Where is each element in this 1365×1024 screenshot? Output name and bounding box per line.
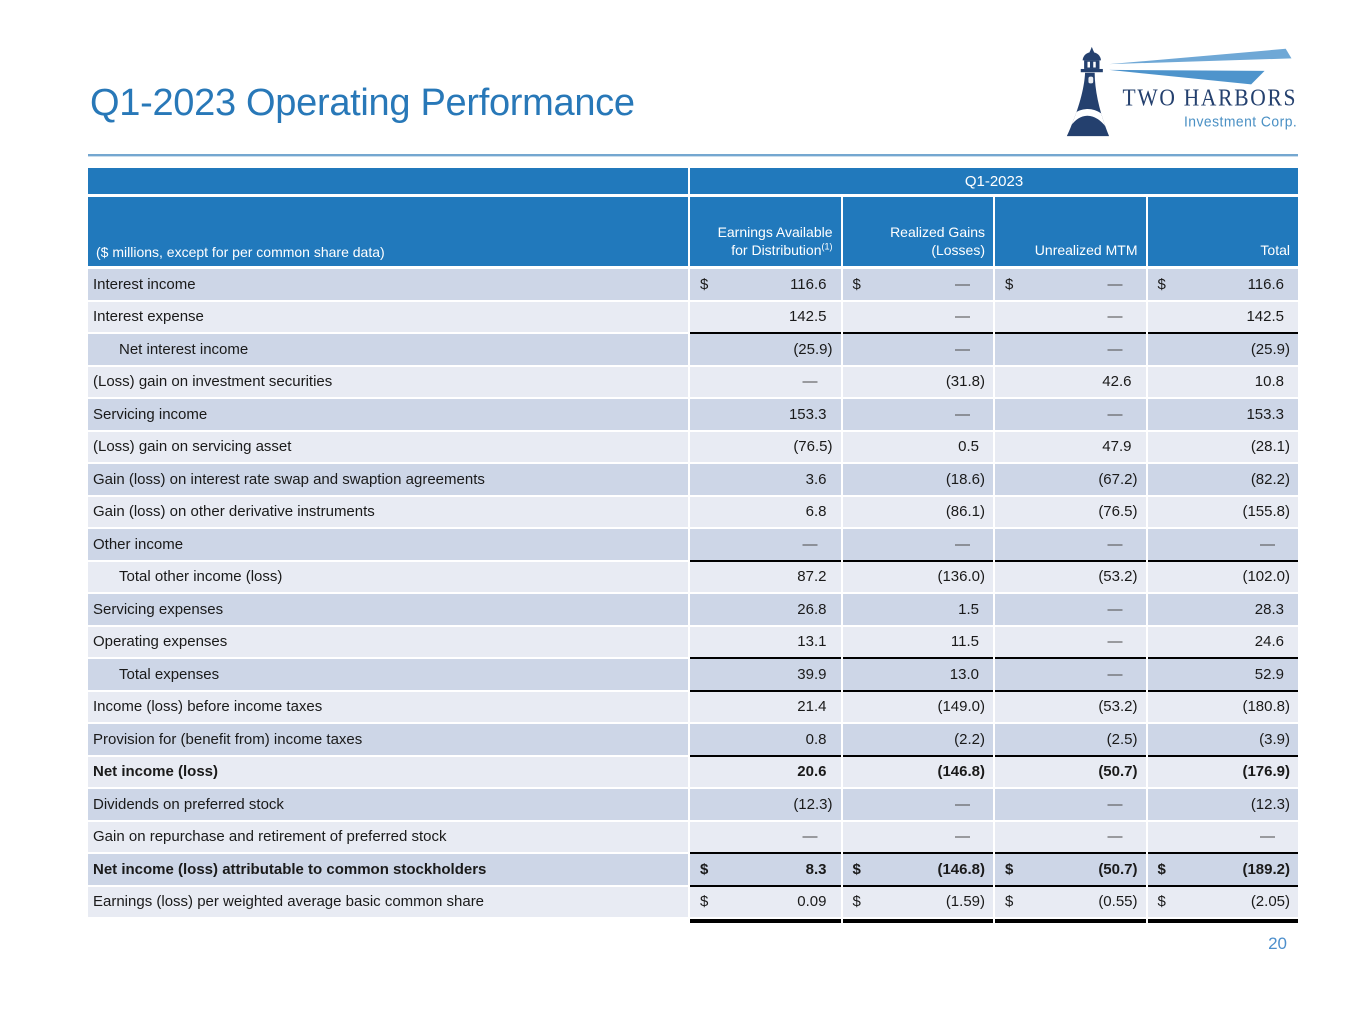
title-divider-rule [88, 154, 1298, 157]
dollar-sign: $ [1157, 275, 1166, 293]
period-header: Q1-2023 [690, 168, 1298, 194]
cell-value: 1.5 [843, 594, 994, 625]
cell-value: 3.6 [690, 464, 841, 495]
cell-value: — [995, 302, 1146, 333]
table-body [88, 269, 1298, 917]
row-label: Interest income [88, 269, 688, 300]
cell-value: 11.5 [843, 627, 994, 658]
table-header-columns-row [88, 197, 1298, 266]
cell-value: (67.2) [995, 464, 1146, 495]
cell-value: $ 0.09 [690, 887, 841, 918]
table-row [88, 367, 1298, 398]
cell-value: (149.0) [843, 692, 994, 723]
cell-value: (2.5) [995, 724, 1146, 755]
table-row [88, 594, 1298, 625]
cell-value: $ (146.8) [843, 854, 994, 885]
row-label: Servicing expenses [88, 594, 688, 625]
cell-value: (2.2) [843, 724, 994, 755]
cell-value: — [1148, 822, 1299, 853]
cell-value: (25.9) [1148, 334, 1299, 365]
cell-value: 10.8 [1148, 367, 1299, 398]
row-label: Total other income (loss) [88, 562, 688, 593]
cell-value: (146.8) [843, 757, 994, 788]
page-title: Q1-2023 Operating Performance [90, 82, 635, 124]
table-row [88, 724, 1298, 755]
cell-value: — [1148, 529, 1299, 560]
table-row [88, 464, 1298, 495]
cell-value: 28.3 [1148, 594, 1299, 625]
row-label: Net income (loss) [88, 757, 688, 788]
table-row [88, 562, 1298, 593]
cell-value: — [843, 302, 994, 333]
column-headers [690, 197, 1298, 266]
row-label: Operating expenses [88, 627, 688, 658]
table-row [88, 432, 1298, 463]
cell-value: 20.6 [690, 757, 841, 788]
page-number: 20 [1268, 934, 1287, 953]
column-header-unrealized-mtm: Unrealized MTM [995, 197, 1146, 266]
cell-value: (180.8) [1148, 692, 1299, 723]
cell-value: (12.3) [690, 789, 841, 820]
header-blank-cell [88, 168, 688, 194]
cell-value: 6.8 [690, 497, 841, 528]
cell-value: (31.8) [843, 367, 994, 398]
table-header-period-row [88, 168, 1298, 194]
cell-value: $ (0.55) [995, 887, 1146, 918]
cell-value: 52.9 [1148, 659, 1299, 690]
row-label: Provision for (benefit from) income taxes [88, 724, 688, 755]
table-row [88, 887, 1298, 918]
cell-value: (76.5) [995, 497, 1146, 528]
cell-value: (50.7) [995, 757, 1146, 788]
row-label: Total expenses [88, 659, 688, 690]
row-label: Gain on repurchase and retirement of preferred stock [88, 822, 688, 853]
table-row [88, 529, 1298, 560]
cell-value: — [843, 529, 994, 560]
cell-value: — [995, 627, 1146, 658]
lighthouse-icon [1063, 47, 1111, 136]
cell-value: (82.2) [1148, 464, 1299, 495]
row-label: Other income [88, 529, 688, 560]
table-row [88, 692, 1298, 723]
cell-value: $ 116.6 [690, 269, 841, 300]
cell-value: $ (2.05) [1148, 887, 1299, 918]
cell-value: 47.9 [995, 432, 1146, 463]
cell-value: $ (189.2) [1148, 854, 1299, 885]
cell-value: (25.9) [690, 334, 841, 365]
two-harbors-logo [1063, 44, 1303, 140]
cell-value: $ 8.3 [690, 854, 841, 885]
table-row [88, 399, 1298, 430]
column-header-earnings-available-for-distribution: Earnings Available for Distribution$^{(1)}$ [690, 197, 841, 266]
table-row [88, 302, 1298, 333]
logo-wordmark: TWO HARBORS [1122, 85, 1298, 112]
row-label: Servicing income [88, 399, 688, 430]
dollar-sign: $ [1157, 893, 1166, 911]
table-row [88, 334, 1298, 365]
row-label: Net income (loss) attributable to common stockholders [88, 854, 688, 885]
cell-value: (18.6) [843, 464, 994, 495]
row-label: Income (loss) before income taxes [88, 692, 688, 723]
cell-value: (12.3) [1148, 789, 1299, 820]
cell-value: — [995, 822, 1146, 853]
cell-value: 42.6 [995, 367, 1146, 398]
table-row [88, 497, 1298, 528]
cell-value: — [843, 822, 994, 853]
cell-value: (86.1) [843, 497, 994, 528]
row-label: (Loss) gain on servicing asset [88, 432, 688, 463]
dollar-sign: $ [852, 893, 861, 911]
cell-value: — [995, 529, 1146, 560]
dollar-sign: $ [1157, 860, 1166, 878]
cell-value: 142.5 [1148, 302, 1299, 333]
cell-value: 0.5 [843, 432, 994, 463]
row-label: (Loss) gain on investment securities [88, 367, 688, 398]
cell-value: $ (1.59) [843, 887, 994, 918]
table-row [88, 822, 1298, 853]
cell-value: (76.5) [690, 432, 841, 463]
cell-value: $ 116.6 [1148, 269, 1299, 300]
cell-value: 153.3 [1148, 399, 1299, 430]
cell-value: (102.0) [1148, 562, 1299, 593]
dollar-sign: $ [700, 893, 709, 911]
dollar-sign: $ [852, 275, 861, 293]
row-label: Net interest income [88, 334, 688, 365]
table-row [88, 789, 1298, 820]
logo-subtitle: Investment Corp. [1183, 114, 1298, 131]
cell-value: (176.9) [1148, 757, 1299, 788]
cell-value: — [995, 399, 1146, 430]
cell-value: 39.9 [690, 659, 841, 690]
dollar-sign: $ [1005, 893, 1014, 911]
table-row [88, 627, 1298, 658]
cell-value: (3.9) [1148, 724, 1299, 755]
row-label: Gain (loss) on other derivative instruments [88, 497, 688, 528]
dollar-sign: $ [700, 860, 709, 878]
cell-value: 26.8 [690, 594, 841, 625]
dollar-sign: $ [1005, 860, 1014, 878]
cell-value: — [690, 822, 841, 853]
cell-value: (53.2) [995, 562, 1146, 593]
cell-value: — [995, 334, 1146, 365]
column-header-total: Total [1148, 197, 1299, 266]
cell-value: 13.0 [843, 659, 994, 690]
table-row [88, 854, 1298, 885]
cell-value: $ — [843, 269, 994, 300]
cell-value: (53.2) [995, 692, 1146, 723]
table-row [88, 757, 1298, 788]
row-label: Dividends on preferred stock [88, 789, 688, 820]
cell-value: — [843, 789, 994, 820]
cell-value: — [995, 594, 1146, 625]
cell-value: — [690, 367, 841, 398]
cell-value: 153.3 [690, 399, 841, 430]
units-note: ($ millions, except for per common share data) [88, 197, 688, 266]
row-label: Earnings (loss) per weighted average basic common share [88, 887, 688, 918]
lighthouse-beams-icon [1109, 49, 1291, 85]
cell-value: — [995, 789, 1146, 820]
cell-value: $ (50.7) [995, 854, 1146, 885]
cell-value: (155.8) [1148, 497, 1299, 528]
cell-value: 0.8 [690, 724, 841, 755]
operating-performance-table [88, 168, 1298, 919]
table-row [88, 269, 1298, 300]
cell-value: $ — [995, 269, 1146, 300]
cell-value: 142.5 [690, 302, 841, 333]
cell-value: 13.1 [690, 627, 841, 658]
cell-value: 24.6 [1148, 627, 1299, 658]
table-row [88, 659, 1298, 690]
dollar-sign: $ [700, 275, 709, 293]
cell-value: — [995, 659, 1146, 690]
cell-value: — [690, 529, 841, 560]
cell-value: 87.2 [690, 562, 841, 593]
row-label: Gain (loss) on interest rate swap and swaption agreements [88, 464, 688, 495]
column-header-realized-gains-losses: Realized Gains (Losses) [843, 197, 994, 266]
cell-value: 21.4 [690, 692, 841, 723]
cell-value: (28.1) [1148, 432, 1299, 463]
cell-value: — [843, 399, 994, 430]
row-label: Interest expense [88, 302, 688, 333]
dollar-sign: $ [852, 860, 861, 878]
cell-value: (136.0) [843, 562, 994, 593]
dollar-sign: $ [1005, 275, 1014, 293]
cell-value: — [843, 334, 994, 365]
